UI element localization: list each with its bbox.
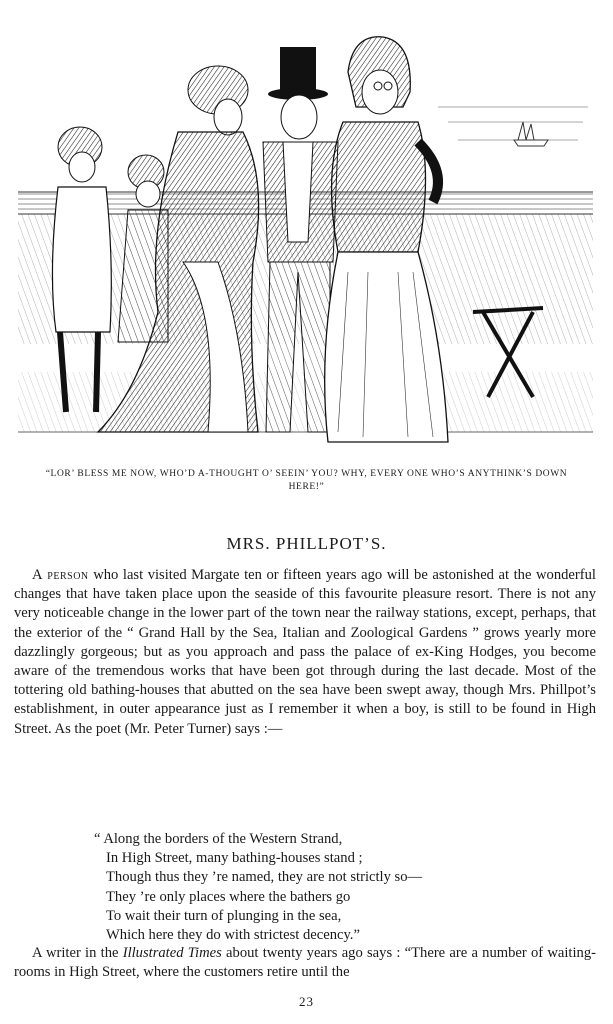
page-title: MRS. PHILLPOT’S.	[226, 534, 387, 553]
engraving-illustration	[18, 12, 593, 460]
verse-block	[94, 830, 554, 945]
paragraph-2-after: about twenty years ago says : “There are a number of waiting-rooms in High Street, where the customers retire until the	[14, 945, 596, 981]
verse-line: They ’re only places where the bathers go	[106, 888, 351, 905]
body-paragraph-1	[14, 566, 596, 739]
publication-title: Illustrated Times	[122, 945, 222, 961]
verse-line: In High Street, many bathing-houses stand ;	[106, 850, 363, 867]
paragraph-1-text: who last visited Margate ten or fifteen years ago will be astonished at the wonderful changes that have taken place upon the seaside of this favourite pleasure resort. There is not any very noticeable change in the lower part of the town near the railway stations, except, perhaps, that the exterior of the “ Grand Hall by the Sea, Italian and Zoological Gardens ” grows yearly more dazzlingly gorgeous; but as you approach and pass the palace of ex-King Hodges, you become aware of the tremendous works that have been got through during the last decade. Most of the tottering old bathing-houses that abutted on the sea have been swept away, though Mrs. Phillpot’s establishment, in outer appearance just as I remember it when a boy, is still to be found in High Street. As the poet (Mr. Peter Turner) says :—	[14, 567, 596, 737]
ship-sketch	[514, 122, 548, 146]
child-figure-left	[52, 127, 111, 412]
verse-line: “ Along the borders of the Western Strand,	[94, 831, 343, 847]
lead-words: A person	[32, 567, 89, 583]
page-number: 23	[299, 994, 314, 1009]
illustration-caption: “LOR’ BLESS ME NOW, WHO’D A-THOUGHT O’ SEEIN’ YOU? WHY, EVERY ONE WHO’S ANYTHINK’S DOWN HERE!”	[45, 469, 568, 492]
sky-lines	[438, 107, 588, 140]
body-paragraph-2	[14, 944, 596, 982]
paragraph-2-before: A writer in the	[32, 945, 123, 961]
verse-line: Which here they do with strictest decency.”	[106, 927, 360, 944]
verse-line: To wait their turn of plunging in the sea,	[106, 907, 342, 924]
verse-line: Though thus they ’re named, they are not strictly so—	[106, 869, 423, 886]
